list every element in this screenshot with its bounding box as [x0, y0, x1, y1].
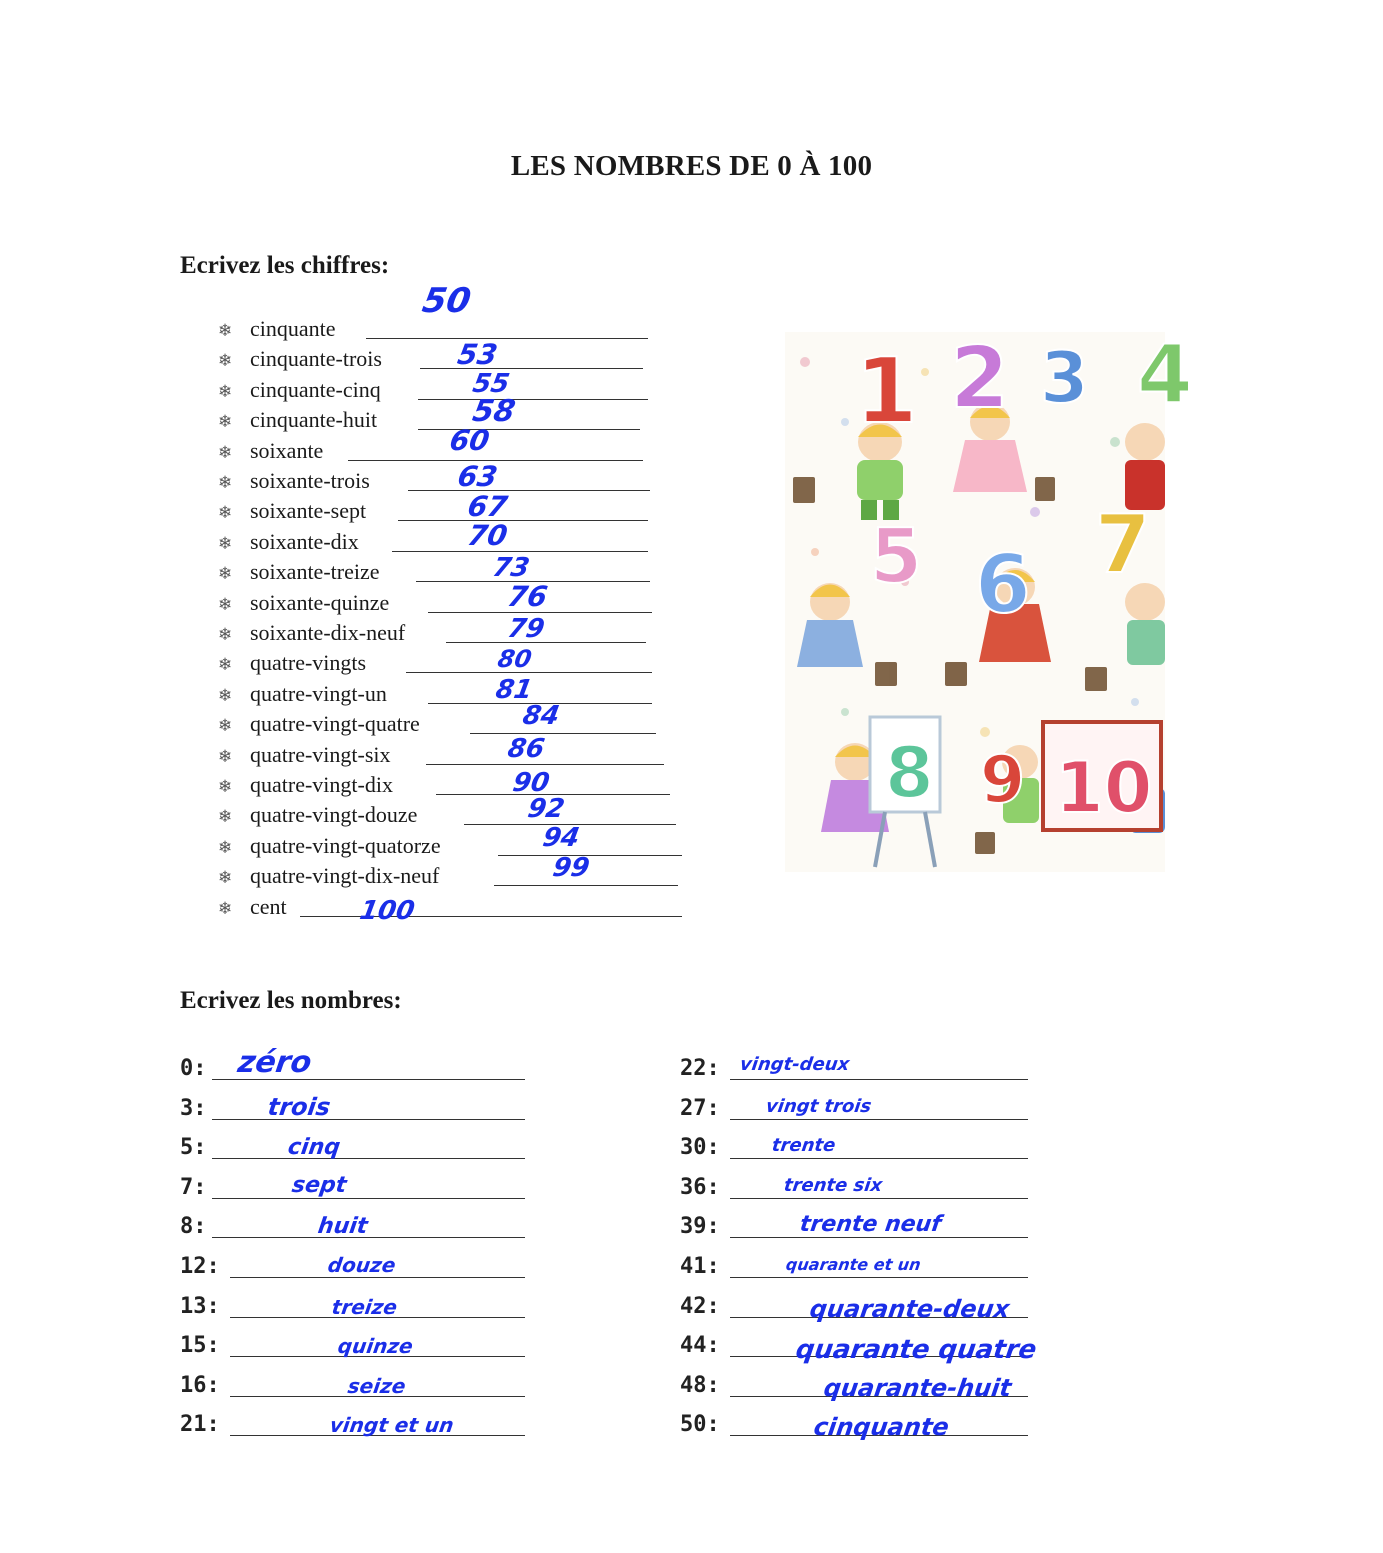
number-label: 16:	[180, 1372, 220, 1398]
handwritten-answer: 79	[505, 614, 547, 644]
number-row	[680, 1250, 1058, 1284]
snowflake-bullet-icon: ❄	[218, 746, 233, 767]
number-label: 3:	[180, 1095, 207, 1121]
number-word: cinquante-huit	[250, 407, 378, 433]
number-row	[680, 1171, 1058, 1205]
answer-line[interactable]	[420, 368, 643, 369]
illustration-digit: 9	[980, 743, 1026, 818]
chiffres-item	[218, 338, 718, 374]
chiffres-item	[218, 490, 718, 526]
handwritten-answer: huit	[316, 1214, 370, 1240]
number-row	[180, 1250, 555, 1284]
chiffres-item	[218, 733, 718, 770]
number-label: 41:	[680, 1254, 720, 1279]
snowflake-bullet-icon: ❄	[218, 564, 233, 585]
number-label: 15:	[180, 1333, 220, 1359]
number-label: 27:	[680, 1095, 720, 1121]
number-label: 44:	[680, 1333, 720, 1359]
number-word: quatre-vingt-un	[250, 680, 387, 706]
chiffres-item	[218, 853, 718, 891]
handwritten-answer: trente six	[782, 1174, 884, 1196]
answer-line[interactable]	[392, 551, 648, 552]
number-row	[680, 1408, 1058, 1442]
illustration-digit: 1	[855, 339, 918, 444]
handwritten-answer: vingt et un	[328, 1413, 456, 1438]
chiffres-item	[218, 579, 718, 618]
number-row	[680, 1052, 1058, 1086]
handwritten-answer: vingt trois	[764, 1095, 873, 1117]
handwritten-answer: 86	[505, 733, 547, 764]
number-word: cinquante-cinq	[250, 376, 381, 402]
chiffres-item	[218, 645, 718, 678]
number-word: quatre-vingt-quatorze	[250, 832, 441, 858]
number-row	[680, 1329, 1058, 1366]
number-label: 39:	[680, 1214, 720, 1240]
handwritten-answer: 58	[470, 394, 518, 430]
page-title: LES NOMBRES DE 0 À 100	[510, 150, 873, 182]
number-row	[180, 1290, 555, 1324]
answer-line[interactable]	[212, 1158, 525, 1159]
handwritten-answer: 67	[465, 490, 510, 524]
handwritten-answer: 92	[525, 794, 567, 825]
snowflake-bullet-icon: ❄	[218, 442, 233, 463]
snowflake-bullet-icon: ❄	[218, 685, 233, 706]
snowflake-bullet-icon: ❄	[218, 412, 233, 433]
number-label: 50:	[680, 1412, 720, 1438]
number-word: cent	[250, 893, 287, 919]
number-word: soixante-treize	[250, 559, 380, 585]
number-row	[180, 1045, 555, 1086]
answer-line[interactable]	[212, 1119, 525, 1120]
chiffres-item	[218, 822, 718, 861]
answer-line[interactable]	[212, 1237, 525, 1238]
answer-line[interactable]	[470, 733, 656, 734]
handwritten-answer: cinq	[286, 1135, 342, 1161]
illustration-digit: 7	[1095, 498, 1151, 591]
illustration-digit: 3	[1040, 337, 1089, 419]
handwritten-answer: trente neuf	[798, 1212, 943, 1238]
handwritten-answer: 80	[495, 645, 534, 674]
handwritten-answer: 53	[455, 338, 500, 372]
handwritten-answer: quarante quatre	[793, 1335, 1039, 1366]
answer-line[interactable]	[398, 520, 648, 521]
handwritten-answer: 81	[493, 674, 535, 705]
handwritten-answer: quarante et un	[784, 1255, 923, 1274]
handwritten-answer: 99	[550, 853, 592, 884]
handwritten-answer: 50	[419, 281, 474, 321]
number-label: 30:	[680, 1135, 720, 1161]
snowflake-bullet-icon: ❄	[218, 473, 233, 493]
number-row	[680, 1092, 1058, 1126]
handwritten-answer: 73	[490, 553, 532, 584]
chiffres-item	[218, 518, 718, 557]
number-row	[180, 1131, 555, 1165]
number-row	[180, 1171, 555, 1205]
answer-line[interactable]	[366, 338, 648, 339]
snowflake-bullet-icon: ❄	[218, 503, 233, 524]
handwritten-answer: trois	[266, 1092, 333, 1121]
number-word: quatre-vingt-quatre	[250, 711, 420, 737]
number-row	[180, 1210, 555, 1244]
chiffres-item	[218, 794, 718, 830]
illustration-digit: 10	[1055, 747, 1153, 829]
number-label: 5:	[180, 1135, 207, 1161]
number-word: soixante-trois	[250, 468, 370, 493]
number-label: 21:	[180, 1412, 220, 1438]
number-label: 48:	[680, 1372, 720, 1398]
handwritten-answer: 90	[510, 768, 552, 798]
number-label: 8:	[180, 1214, 207, 1240]
number-word: soixante-sept	[250, 498, 367, 524]
answer-line[interactable]	[446, 642, 646, 643]
number-label: 22:	[680, 1056, 720, 1081]
handwritten-answer: vingt-deux	[738, 1054, 851, 1075]
chiffres-item	[218, 674, 718, 709]
handwritten-answer: douze	[326, 1253, 398, 1277]
snowflake-bullet-icon: ❄	[218, 716, 233, 737]
handwritten-answer: quarante-huit	[822, 1373, 1014, 1402]
answer-line[interactable]	[300, 916, 682, 917]
answer-line[interactable]	[426, 764, 664, 765]
answer-line[interactable]	[212, 1198, 525, 1199]
snowflake-bullet-icon: ❄	[218, 868, 233, 889]
number-label: 12:	[180, 1254, 220, 1279]
chiffres-item	[218, 368, 718, 405]
chiffres-item	[218, 770, 718, 800]
answer-line[interactable]	[494, 885, 678, 886]
number-row	[180, 1329, 555, 1363]
handwritten-answer: seize	[346, 1373, 408, 1398]
chiffres-item	[218, 553, 718, 587]
number-word: soixante-dix-neuf	[250, 620, 406, 645]
snowflake-bullet-icon: ❄	[218, 898, 233, 919]
number-word: soixante	[250, 437, 324, 463]
number-row	[680, 1131, 1058, 1165]
handwritten-answer: zéro	[235, 1045, 314, 1080]
number-row	[680, 1290, 1058, 1324]
illustration-digit: 6	[975, 538, 1031, 631]
number-row	[180, 1408, 555, 1442]
illustration-digit: 4	[1137, 328, 1193, 421]
illustration-svg	[785, 328, 1193, 872]
section-heading-nombres: Ecrivez les nombres:	[180, 987, 402, 1014]
number-label: 36:	[680, 1174, 720, 1200]
handwritten-answer: 100	[357, 895, 417, 926]
handwritten-answer: sept	[290, 1172, 349, 1198]
handwritten-answer: cinquante	[812, 1413, 951, 1442]
number-row	[180, 1369, 555, 1403]
handwritten-answer: 70	[465, 518, 510, 552]
number-label: 7:	[180, 1174, 207, 1200]
answer-line[interactable]	[418, 399, 648, 400]
snowflake-bullet-icon: ❄	[218, 351, 233, 372]
illustration-digit: 5	[870, 512, 923, 600]
number-word: soixante-dix	[250, 528, 359, 554]
handwritten-answer: 63	[455, 460, 500, 493]
chiffres-item	[218, 460, 718, 496]
number-label: 42:	[680, 1293, 720, 1319]
handwritten-answer: 94	[540, 822, 582, 853]
illustration-digit: 8	[885, 732, 934, 814]
snowflake-bullet-icon: ❄	[218, 381, 233, 402]
handwritten-answer: treize	[330, 1294, 399, 1319]
handwritten-answer: 55	[470, 368, 512, 399]
number-word: soixante-quinze	[250, 589, 390, 615]
number-row	[180, 1092, 555, 1126]
numbers-illustration	[785, 328, 1193, 872]
handwritten-answer: 84	[520, 701, 562, 732]
number-word: quatre-vingt-dix-neuf	[250, 863, 440, 889]
number-row	[680, 1210, 1058, 1244]
snowflake-bullet-icon: ❄	[218, 837, 233, 858]
handwritten-answer: quinze	[336, 1334, 415, 1359]
handwritten-answer: quarante-deux	[808, 1294, 1012, 1323]
illustration-digit: 2	[950, 329, 1010, 428]
chiffres-item	[218, 701, 718, 739]
number-label: 13:	[180, 1293, 220, 1319]
number-word: quatre-vingt-six	[250, 741, 391, 767]
handwritten-answer: 60	[447, 423, 492, 457]
snowflake-bullet-icon: ❄	[218, 655, 233, 676]
number-label: 0:	[180, 1056, 207, 1081]
answer-line[interactable]	[408, 490, 650, 491]
snowflake-bullet-icon: ❄	[218, 533, 233, 554]
snowflake-bullet-icon: ❄	[218, 807, 233, 828]
snowflake-bullet-icon: ❄	[218, 594, 233, 615]
number-word: quatre-vingts	[250, 650, 367, 676]
number-word: cinquante	[250, 316, 336, 341]
snowflake-bullet-icon: ❄	[218, 777, 233, 797]
snowflake-bullet-icon: ❄	[218, 625, 233, 645]
number-word: quatre-vingt-dix	[250, 772, 393, 797]
handwritten-answer: trente	[770, 1135, 837, 1157]
chiffres-item	[218, 614, 718, 648]
snowflake-bullet-icon: ❄	[218, 321, 233, 341]
chiffres-item	[218, 892, 718, 926]
number-row	[680, 1369, 1058, 1403]
number-word: cinquante-trois	[250, 346, 382, 372]
handwritten-answer: 76	[505, 579, 550, 613]
number-word: quatre-vingt-douze	[250, 802, 418, 828]
section-heading-chiffres: Ecrivez les chiffres:	[180, 252, 390, 279]
